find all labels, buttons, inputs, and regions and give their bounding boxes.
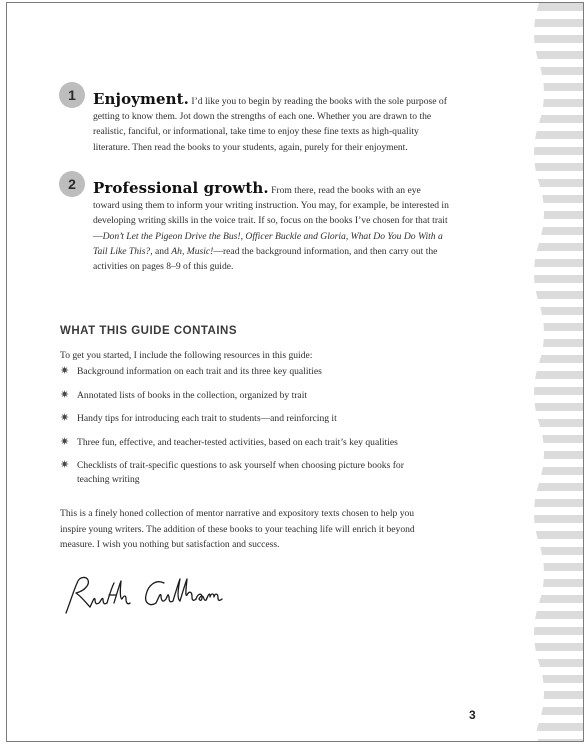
striped-margin-decoration xyxy=(525,3,584,742)
page-content xyxy=(7,3,527,742)
step-number-badge: 1 xyxy=(59,82,85,108)
section-heading: WHAT THIS GUIDE CONTAINS xyxy=(60,325,238,337)
professional-growth-text-end: —read the background information, and then carry out the activities on pages 8–9 of this guide. xyxy=(93,245,438,273)
list-item: ✷ Annotated lists of books in the collection, organized by trait xyxy=(60,387,308,401)
book-titles: Don’t Let the Pigeon Drive the Bus!, Officer Buckle and Gloria, What Do You Do With a Tail Like This?, xyxy=(93,230,443,257)
enjoyment-paragraph xyxy=(93,92,449,155)
list-item: ✷ Handy tips for introducing each trait to students—and reinforcing it xyxy=(60,411,337,424)
enjoyment-text: I’d like you to begin by reading the books with the sole purpose of getting to know them. Jot down the strengths of each one. Whether you are drawn to the realistic, fanciful, or informational, take time to enjoy these fine texts as high-quality literature. Then read the books to your students, again, purely for their enjoyment. xyxy=(93,96,447,153)
professional-growth-paragraph xyxy=(93,181,449,274)
book-title-last: Ah, Music! xyxy=(171,245,214,257)
asterisk-bullet-icon: ✷ xyxy=(60,387,70,401)
list-item: ✷ Background information on each trait and its three key qualities xyxy=(60,364,322,377)
asterisk-bullet-icon: ✷ xyxy=(60,411,70,424)
and-word: and xyxy=(152,245,172,257)
resources-list xyxy=(60,365,440,497)
section-intro: To get you started, I include the following resources in this guide: xyxy=(60,350,313,361)
enjoyment-heading: Enjoyment. xyxy=(93,90,189,108)
asterisk-bullet-icon: ✷ xyxy=(60,458,70,471)
page-number: 3 xyxy=(469,708,476,722)
handwritten-signature xyxy=(60,573,230,618)
professional-growth-heading: Professional growth. xyxy=(93,179,269,197)
list-item: ✷ Checklists of trait-specific questions to ask yourself when choosing picture books for teaching writing xyxy=(60,458,404,485)
asterisk-bullet-icon: ✷ xyxy=(60,434,70,448)
step-number-badge: 2 xyxy=(59,171,85,197)
page xyxy=(6,2,584,742)
asterisk-bullet-icon: ✷ xyxy=(60,364,70,377)
list-item: ✷ Three fun, effective, and teacher-tested activities, based on each trait’s key qualities xyxy=(60,434,398,448)
closing-paragraph: This is a finely honed collection of mentor narrative and expository texts chosen to help you inspire young writers. The addition of these books to your teaching life will enrich it beyond measure. I wish you nothing but satisfaction and success. xyxy=(60,508,415,550)
professional-growth-text: From there, read the books with an eye toward using them to inform your writing instruction. You may, for example, be interested in developing writing skills in the voice trait. If so, focus on the books I’ve chosen for that trait— xyxy=(93,185,449,242)
